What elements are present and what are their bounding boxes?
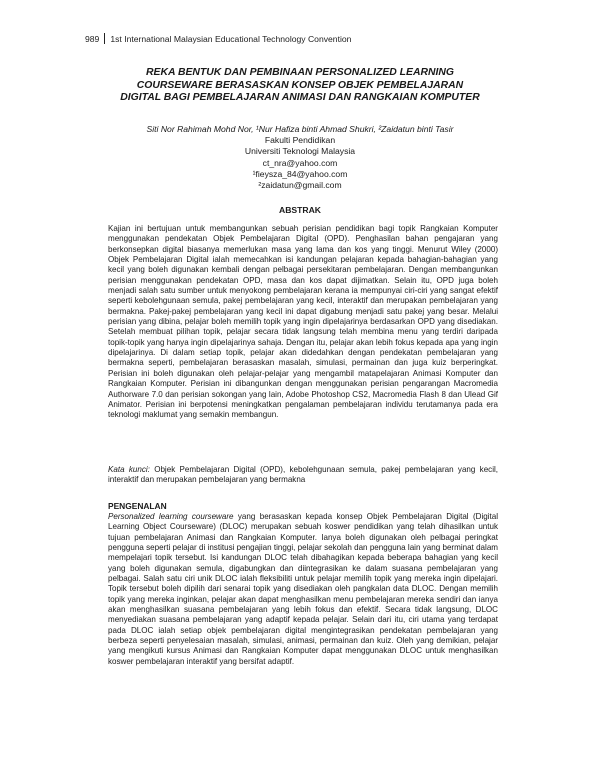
email-2: ¹fieysza_84@yahoo.com bbox=[252, 168, 348, 179]
abstract-heading: ABSTRAK bbox=[278, 205, 321, 215]
introduction-heading: PENGENALAN bbox=[108, 501, 167, 511]
running-header bbox=[85, 33, 351, 44]
email-3: ²zaidatun@gmail.com bbox=[258, 180, 342, 191]
university: Universiti Teknologi Malaysia bbox=[244, 146, 356, 157]
keywords bbox=[108, 465, 498, 486]
abstract-body: Kajian ini bertujuan untuk membangunkan sebuah perisian pendidikan bagi topik Rangkaian Komputer menggunakan pendekatan Objek Pembelajaran Digital (OPD). Penghasilan bahan pengajaran yang berkonsepkan digital biasanya memerlukan masa yang lama dan kos yang tinggi. Menurut Wiley (2000) Objek Pembelajaran Digital ialah memecahkan isi kandungan pelajaran kepada bahagian-bahagian yang kecil yang boleh digunakan kembali dengan pelbagai persekitaran pembelajaran. Dengan membangunkan perisian menggunakan pendekatan OPD, masa dan kos dapat dijimatkan. Selain itu, OPD juga boleh menjadi salah satu sumber untuk menyokong pembelajaran kerana ia mempunyai ciri-ciri yang sangat efektif seperti kebolehgunaan semula, pakej pembelajaran yang kecil, interaktif dan merupakan pembelajaran yang bermakna. Pakej-pakej pembelajaran yang kecil ini dapat digabung menjadi satu pakej yang besar. Melalui perisian yang dibina, pelajar boleh memilih topik yang ingin dipelajarinya berdasarkan OPD yang disediakan. Setelah membuat pilihan topik, pelajar secara tidak langsung telah membina menu yang terdiri daripada topik-topik yang hanya ingin dipelajarinya sahaja. Dengan itu, pelajar akan lebih fokus kepada apa yang ingin dipelajarinya. Di dalam setiap topik, pelajar akan didedahkan dengan pendekatan pembelajaran yang bermakna seperti, pembelajaran berasaskan masalah, simulasi, permainan dan juga kuiz berperingkat. Perisian ini boleh digunakan oleh pelajar-pelajar yang mengambil matapelajaran Animasi Komputer dan Rangkaian Komputer. Perisian ini dibangunkan dengan menggunakan perisian pengarangan Macromedia Authorware 7.0 dan perisian sokongan yang lain, Adobe Photoshop CS2, Macromedia Flash 8 dan Ulead Gif Animator. Perisian ini berpotensi meningkatkan pengalaman pembelajaran individu terutamanya pada era teknologi maklumat yang semakin membangun. bbox=[108, 224, 498, 420]
paper-title: REKA BENTUK DAN PEMBINAAN PERSONALIZED LEARNING COURSEWARE BERASASKAN KONSEP OBJEK PEMBELAJARAN DIGITAL BAGI PEMBELAJARAN ANIMASI DAN RANGKAIAN KOMPUTER bbox=[120, 67, 480, 104]
keywords-label: Kata kunci: bbox=[108, 465, 150, 474]
introduction-lead: Personalized learning courseware bbox=[108, 512, 234, 521]
introduction-body bbox=[108, 512, 498, 667]
page-number: 989 bbox=[85, 34, 100, 44]
conference-name: 1st International Malaysian Educational Technology Convention bbox=[110, 34, 352, 44]
author-names: Siti Nor Rahimah Mohd Nor, ¹Nur Hafiza binti Ahmad Shukri, ²Zaidatun binti Tasir bbox=[146, 124, 454, 134]
header-divider bbox=[104, 33, 105, 44]
introduction-text: yang berasaskan kepada konsep Objek Pembelajaran Digital (Digital Learning Object Courseware) (DLOC) merupakan sebuah koswer pendidikan yang telah dihasilkan untuk tujuan pembelajaran Animasi dan Rangkaian Komputer. Ianya boleh digunakan oleh pelbagai peringkat pengguna seperti pelajar di institusi pengajian tinggi, pelajar sekolah dan pengguna lain yang berminat dalam mempelajari topik tersebut. Isi kandungan DLOC telah dibahagikan kepada beberapa bahagian yang kecil yang boleh digunakan semula, digabungkan dan diintegrasikan ke dalam suasana pembelajaran yang pelbagai. Salah satu ciri unik DLOC ialah fleksibiliti untuk pelajar memilih topik yang mereka ingin dipelajari. Topik tersebut boleh dipilih dari senarai topik yang disediakan oleh pangkalan data DLOC. Dengan memilih topik yang mereka inginkan, pelajar akan dapat menghasilkan menu pembelajaran mereka sendiri dan ianya akan menghasilkan suasana pembelajaran yang lebih fokus dan efektif. Secara tidak langsung, DLOC menyediakan suasana pembelajaran yang adaptif kepada pelajar. Selain dari itu, ciri utama yang terdapat pada DLOC ialah setiap objek pembelajaran digital mengintegrasikan pendekatan pembelajaran yang berbeza seperti penyelesaian masalah, simulasi, animasi, permainan dan kuiz. Oleh yang demikian, pelajar yang mengikuti kursus Animasi dan Rangkaian Komputer dapat menggunakan DLOC untuk menghasilkan koswer pembelajaran interaktif yang bersifat adaptif. bbox=[108, 512, 499, 666]
author-block bbox=[80, 124, 520, 191]
keywords-text: Objek Pembelajaran Digital (OPD), kebolehgunaan semula, pakej pembelajaran yang kecil, interaktif dan merupakan pembelajaran yang bermakna bbox=[108, 465, 499, 485]
faculty: Fakulti Pendidikan bbox=[264, 135, 336, 146]
email-1: ct_nra@yahoo.com bbox=[262, 157, 338, 168]
